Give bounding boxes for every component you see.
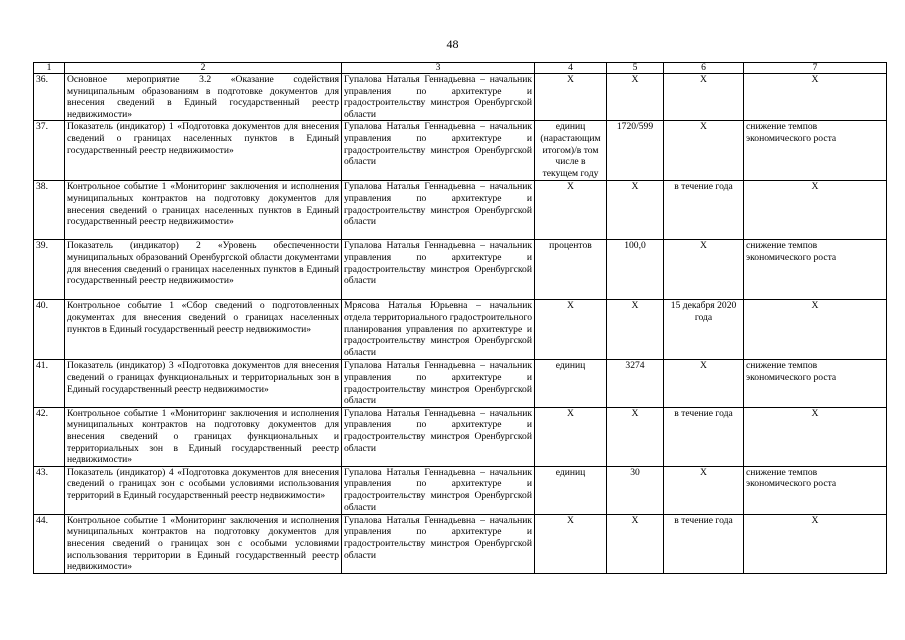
risk-cell: снижение темпов экономического роста [744,466,887,514]
row-number: 40. [34,300,65,360]
column-number: 2 [65,63,342,74]
activity-name: Контрольное событие 1 «Сбор сведений о подготовленных документах для внесения сведений о границах населенных пунктов в Единый государственный реестр недвижимости» [65,300,342,360]
row-number: 39. [34,240,65,300]
unit-cell: Х [535,74,607,121]
unit-cell: единиц [535,466,607,514]
risk-cell: снижение темпов экономического роста [744,121,887,181]
table-row [34,181,887,240]
row-number: 42. [34,407,65,466]
activity-name: Контрольное событие 1 «Мониторинг заключения и исполнения муниципальных контрактов на подготовку документов для внесения сведений о границах зон с особыми условиями использования территории в Единый государственный реестр недвижимости» [65,514,342,573]
table-row [34,300,887,360]
risk-cell: Х [744,407,887,466]
activity-name: Показатель (индикатор) 1 «Подготовка документов для внесения сведений о границах населенных пунктов в Единый государственный реестр недвижимости» [65,121,342,181]
risk-cell: Х [744,74,887,121]
deadline-cell: в течение года [664,514,744,573]
deadline-cell: Х [664,74,744,121]
activity-name: Основное мероприятие 3.2 «Оказание содействия муниципальным образованиям в подготовке документов для внесения сведений в Единый государственный реестр недвижимости» [65,74,342,121]
column-number: 1 [34,63,65,74]
responsible-person: Гупалова Наталья Геннадьевна – начальник управления по архитектуре и градостроительству минстроя Оренбургской области [342,181,535,240]
deadline-cell: 15 декабря 2020 года [664,300,744,360]
unit-cell: Х [535,300,607,360]
value-cell: 100,0 [607,240,664,300]
table-row [34,74,887,121]
plan-table [33,62,887,574]
deadline-cell: Х [664,240,744,300]
column-number: 4 [535,63,607,74]
unit-cell: Х [535,181,607,240]
activity-name: Показатель (индикатор) 2 «Уровень обеспеченности муниципальных образований Оренбургской области документами для внесения сведений о границах населенных пунктов в Единый государственный реестр недвижимости» [65,240,342,300]
column-number: 7 [744,63,887,74]
unit-cell: единиц (нарастающим итогом)/в том числе в текущем году [535,121,607,181]
risk-cell: снижение темпов экономического роста [744,240,887,300]
value-cell: Х [607,74,664,121]
risk-cell: снижение темпов экономического роста [744,360,887,407]
responsible-person: Мрясова Наталья Юрьевна – начальник отдела территориального градостроительного планирования управления по архитектуре и градостроительству минстроя Оренбургской области [342,300,535,360]
unit-cell: процентов [535,240,607,300]
activity-name: Показатель (индикатор) 4 «Подготовка документов для внесения сведений о границах зон с особыми условиями использования территорий в Единый государственный реестр недвижимости» [65,466,342,514]
activity-name: Контрольное событие 1 «Мониторинг заключения и исполнения муниципальных контрактов на подготовку документов для внесения сведений о границах функциональных и территориальных зон в Единый государственный реестр недвижимости» [65,407,342,466]
column-number-row [34,63,887,74]
value-cell: Х [607,181,664,240]
table-row [34,121,887,181]
responsible-person: Гупалова Наталья Геннадьевна – начальник управления по архитектуре и градостроительству минстроя Оренбургской области [342,240,535,300]
risk-cell: Х [744,181,887,240]
column-number: 3 [342,63,535,74]
responsible-person: Гупалова Наталья Геннадьевна – начальник управления по архитектуре и градостроительству минстроя Оренбургской области [342,121,535,181]
table-row [34,514,887,573]
value-cell: Х [607,407,664,466]
value-cell: 1720/599 [607,121,664,181]
row-number: 38. [34,181,65,240]
table-row [34,407,887,466]
value-cell: 30 [607,466,664,514]
unit-cell: единиц [535,360,607,407]
value-cell: Х [607,300,664,360]
table-row [34,466,887,514]
activity-name: Контрольное событие 1 «Мониторинг заключения и исполнения муниципальных контрактов на подготовку документов для внесения сведений о границах населенных пунктов в Единый государственный реестр недвижимости» [65,181,342,240]
row-number: 36. [34,74,65,121]
responsible-person: Гупалова Наталья Геннадьевна – начальник управления по архитектуре и градостроительству минстроя Оренбургской области [342,466,535,514]
responsible-person: Гупалова Наталья Геннадьевна – начальник управления по архитектуре и градостроительству минстроя Оренбургской области [342,74,535,121]
table-row [34,360,887,407]
responsible-person: Гупалова Наталья Геннадьевна – начальник управления по архитектуре и градостроительству минстроя Оренбургской области [342,407,535,466]
page-number: 48 [446,37,459,51]
row-number: 44. [34,514,65,573]
deadline-cell: в течение года [664,181,744,240]
deadline-cell: Х [664,466,744,514]
value-cell: Х [607,514,664,573]
table-row [34,240,887,300]
column-number: 6 [664,63,744,74]
responsible-person: Гупалова Наталья Геннадьевна – начальник управления по архитектуре и градостроительству минстроя Оренбургской области [342,514,535,573]
deadline-cell: Х [664,121,744,181]
value-cell: 3274 [607,360,664,407]
deadline-cell: Х [664,360,744,407]
risk-cell: Х [744,514,887,573]
row-number: 41. [34,360,65,407]
unit-cell: Х [535,407,607,466]
row-number: 37. [34,121,65,181]
risk-cell: Х [744,300,887,360]
responsible-person: Гупалова Наталья Геннадьевна – начальник управления по архитектуре и градостроительству минстроя Оренбургской области [342,360,535,407]
column-number: 5 [607,63,664,74]
row-number: 43. [34,466,65,514]
unit-cell: Х [535,514,607,573]
activity-name: Показатель (индикатор) 3 «Подготовка документов для внесения сведений о границах функциональных и территориальных зон в Единый государственный реестр недвижимости» [65,360,342,407]
deadline-cell: в течение года [664,407,744,466]
